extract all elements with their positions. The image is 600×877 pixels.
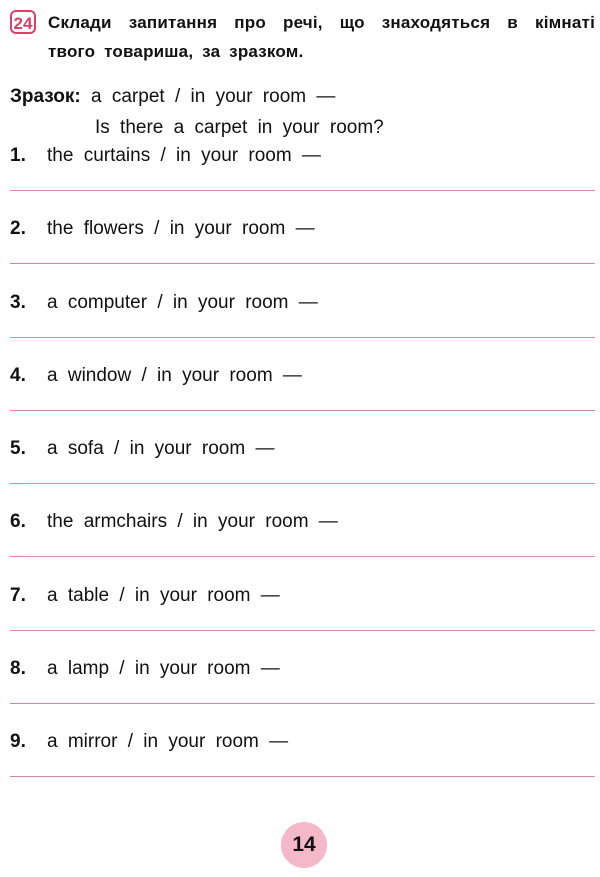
- answer-line-3[interactable]: [10, 337, 595, 338]
- task-instruction-line-2: твого товариша, за зразком.: [48, 42, 304, 61]
- item-phrase: a table / in your room —: [47, 585, 280, 606]
- sample-label: Зразок:: [10, 86, 81, 107]
- sample-answer: Is there a carpet in your room?: [95, 117, 384, 138]
- item-number: 6.: [10, 511, 26, 532]
- item-number: 3.: [10, 292, 26, 313]
- item-number: 1.: [10, 145, 26, 166]
- answer-line-2[interactable]: [10, 263, 595, 264]
- item-phrase: a computer / in your room —: [47, 292, 318, 313]
- answer-line-8[interactable]: [10, 703, 595, 704]
- sample-prompt: [10, 82, 335, 112]
- answer-line-1[interactable]: [10, 190, 595, 191]
- item-phrase: a mirror / in your room —: [47, 731, 289, 752]
- exercise-item-1: [10, 141, 595, 214]
- item-number: 8.: [10, 658, 26, 679]
- item-number: 7.: [10, 585, 26, 606]
- item-number: 2.: [10, 218, 26, 239]
- task-instruction: [48, 8, 595, 66]
- exercise-item-4: [10, 361, 595, 434]
- item-number: 9.: [10, 731, 26, 752]
- sample-prompt-text: a carpet / in your room —: [91, 86, 336, 107]
- item-number: 4.: [10, 365, 26, 386]
- exercise-item-6: [10, 507, 595, 580]
- item-phrase: the armchairs / in your room —: [47, 511, 338, 532]
- task-number-badge: 24: [10, 10, 36, 34]
- answer-line-5[interactable]: [10, 483, 595, 484]
- item-phrase: the flowers / in your room —: [47, 218, 315, 239]
- exercise-item-3: [10, 288, 595, 361]
- task-instruction-line-1: Склади запитання про речі, що знаходяться в кімнаті: [48, 13, 595, 32]
- item-number: 5.: [10, 438, 26, 459]
- item-phrase: a window / in your room —: [47, 365, 302, 386]
- answer-line-9[interactable]: [10, 776, 595, 777]
- page-number-badge: 14: [281, 822, 327, 868]
- answer-line-6[interactable]: [10, 556, 595, 557]
- exercise-item-8: [10, 654, 595, 727]
- exercise-item-5: [10, 434, 595, 507]
- item-phrase: a sofa / in your room —: [47, 438, 275, 459]
- answer-line-7[interactable]: [10, 630, 595, 631]
- answer-line-4[interactable]: [10, 410, 595, 411]
- exercise-item-9: [10, 727, 595, 800]
- item-phrase: the curtains / in your room —: [47, 145, 321, 166]
- item-phrase: a lamp / in your room —: [47, 658, 280, 679]
- exercise-item-2: [10, 214, 595, 287]
- exercise-item-7: [10, 581, 595, 654]
